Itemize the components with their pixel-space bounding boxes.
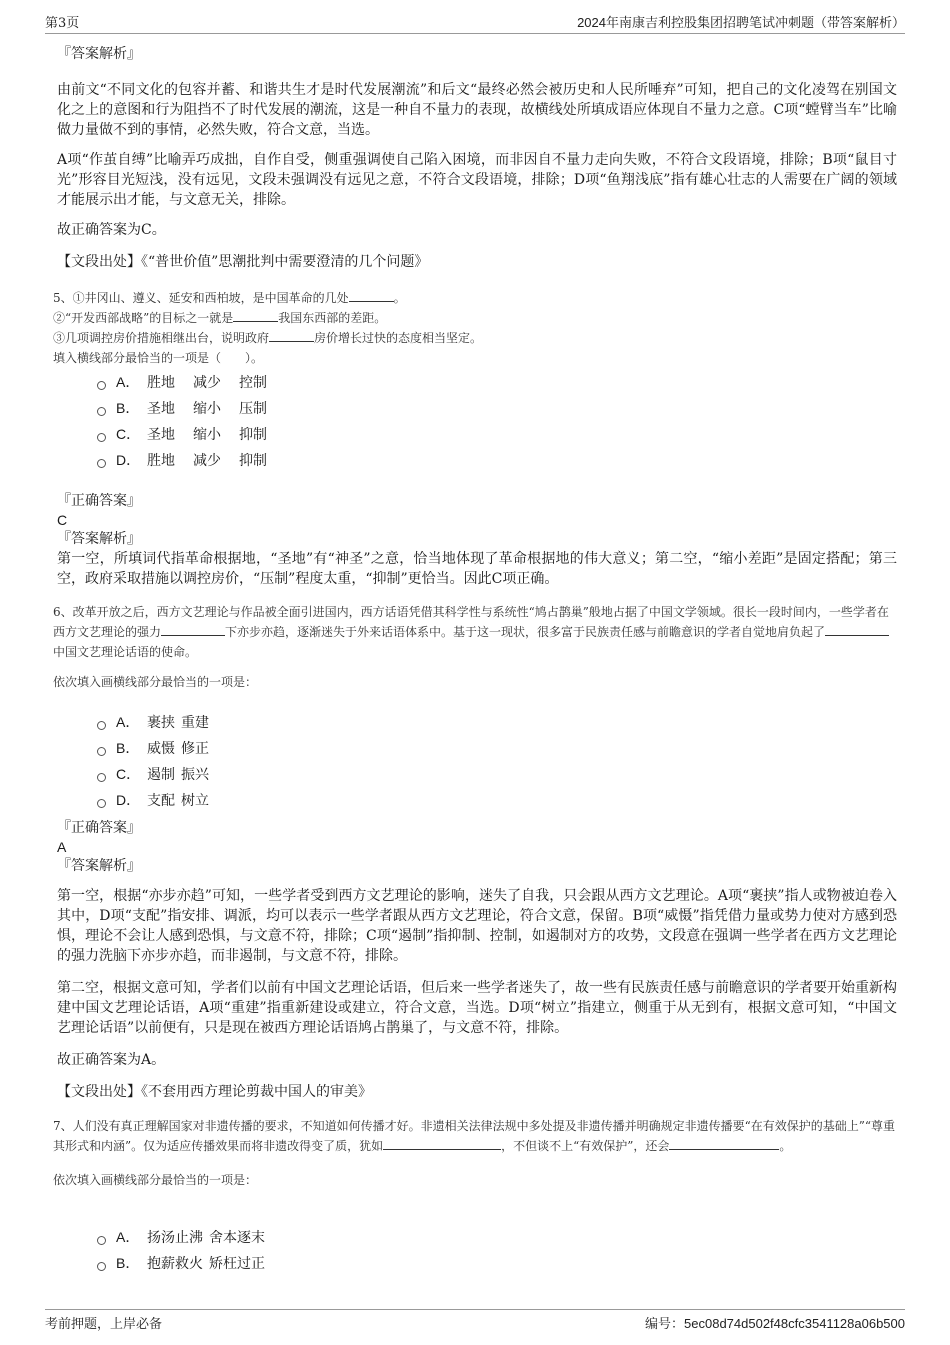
radio-icon[interactable]	[97, 407, 106, 416]
q5-answer	[57, 491, 897, 589]
radio-icon[interactable]	[97, 799, 106, 808]
correct-answer-tag: 『正确答案』	[57, 493, 141, 509]
question-7	[53, 1116, 897, 1190]
radio-icon[interactable]	[97, 721, 106, 730]
answer-blank[interactable]	[669, 1137, 779, 1150]
page-header	[45, 12, 905, 32]
analysis-paragraph: 第一空，所填词代指革命根据地，“圣地”有“神圣”之意，恰当地体现了革命根据地的伟大意义；第二空，“缩小差距”是固定搭配；第三空，政府采取措施以调控房价，“压制”程度太重，“抑制”更恰当。因此C项正确。	[57, 551, 897, 587]
document-title: 2024年南康吉利控股集团招聘笔试冲刺题（带答案解析）	[577, 15, 905, 30]
question-prompt: 依次填入画横线部分最恰当的一项是：	[53, 675, 258, 689]
analysis-paragraph: 第一空，根据“亦步亦趋”可知，一些学者受到西方文艺理论的影响，迷失了自我，只会跟从西方文艺理论。A项“裹挟”指人或物被迫卷入其中，D项“支配”指安排、调派，均可以表示一些学者跟从西方文艺理论，符合文意，保留。B项“威慑”指凭借力量或势力使对方感到恐惧，理论不会让人感到恐惧，与文意不符，排除；C项“遏制”指抑制、控制，如遏制对方的攻势，文段意在强调一些学者在西方文艺理论的强力洗脑下亦步亦趋，而非遏制，与文意不符，排除。	[57, 888, 897, 964]
radio-icon[interactable]	[97, 1236, 106, 1245]
q7-options	[57, 1224, 271, 1276]
option-d[interactable]: D． 胜地 减少 抑制	[97, 447, 285, 473]
radio-icon[interactable]	[97, 433, 106, 442]
option-c[interactable]: C． 遏制 振兴	[97, 761, 215, 787]
radio-icon[interactable]	[97, 773, 106, 782]
option-a[interactable]: A． 扬汤止沸 舍本逐末	[97, 1224, 271, 1250]
option-a[interactable]: A． 裹挟 重建	[97, 709, 215, 735]
question-text: 7、人们没有真正理解国家对非遗传播的要求，不知道如何传播才好。非遗相关法律法规中多处提及非遗传播并明确规定非遗传播要“在有效保护的基础上”“尊重其形式和内涵”。仅为适应传播效果而将非遗改得变了质，犹如 ，不但谈不上“有效保护”，还会 。	[53, 1119, 896, 1153]
option-b[interactable]: B． 抱薪救火 矫枉过正	[97, 1250, 271, 1276]
question-prompt: 填入横线部分最恰当的一项是（ ）。	[53, 351, 264, 365]
answer-blank[interactable]	[349, 289, 394, 302]
answer-conclusion: 故正确答案为A。	[57, 1052, 166, 1068]
document-id: 编号：5ec08d74d502f48cfc3541128a06b500	[645, 1316, 905, 1332]
analysis-tag: 『答案解析』	[57, 531, 141, 547]
question-6	[53, 602, 897, 692]
question-5	[53, 288, 897, 368]
correct-answer: C	[57, 512, 68, 528]
footer-slogan: 考前押题，上岸必备	[45, 1317, 163, 1332]
question-line: ②“开发西部战略”的目标之一就是 我国东西部的差距。	[53, 311, 387, 325]
source-citation: 【文段出处】《不套用西方理论剪裁中国人的审美》	[57, 1084, 372, 1100]
answer-blank[interactable]	[161, 623, 225, 636]
q5-options	[57, 369, 285, 473]
answer-blank[interactable]	[825, 623, 889, 636]
analysis-paragraph: A项“作茧自缚”比喻弄巧成拙，自作自受，侧重强调使自己陷入困境，而非因自不量力走向失败，不符合文段语境，排除；B项“鼠目寸光”形容目光短浅，没有远见，文段未强调没有远见之意，不符合文段语境，排除；D项“鱼翔浅底”指有雄心壮志的人需要在广阔的领域才能展示出才能，与文意无关，排除。	[57, 152, 897, 208]
page-number: 第3页	[45, 16, 80, 31]
analysis-tag: 『答案解析』	[57, 858, 141, 874]
question-prompt: 依次填入画横线部分最恰当的一项是：	[53, 1173, 258, 1187]
analysis-paragraph: 由前文“不同文化的包容并蓄、和谐共生才是时代发展潮流”和后文“最终必然会被历史和人民所唾弃”可知，把自己的文化凌驾在别国文化之上的意图和行为阻挡不了时代发展的潮流，这是一种自不量力的表现，故横线处所填成语应体现自不量力之意。C项“螳臂当车”比喻做力量做不到的事情，必然失败，符合文意，当选。	[57, 82, 897, 138]
radio-icon[interactable]	[97, 459, 106, 468]
correct-answer: A	[57, 839, 67, 855]
header-divider	[45, 33, 905, 34]
correct-answer-tag: 『正确答案』	[57, 820, 141, 836]
option-a[interactable]: A． 胜地 减少 控制	[97, 369, 285, 395]
answer-conclusion: 故正确答案为C。	[57, 222, 166, 238]
option-d[interactable]: D． 支配 树立	[97, 787, 215, 813]
question-line: 5、①井冈山、遵义、延安和西柏坡，是中国革命的几处 。	[53, 291, 406, 305]
option-c[interactable]: C． 圣地 缩小 抑制	[97, 421, 285, 447]
answer-blank[interactable]	[233, 309, 278, 322]
option-b[interactable]: B． 威慑 修正	[97, 735, 215, 761]
radio-icon[interactable]	[97, 1262, 106, 1271]
q6-options	[57, 709, 215, 813]
radio-icon[interactable]	[97, 747, 106, 756]
source-citation: 【文段出处】《“普世价值”思潮批判中需要澄清的几个问题》	[57, 254, 429, 270]
answer-blank[interactable]	[383, 1137, 501, 1150]
analysis-paragraph: 第二空，根据文意可知，学者们以前有中国文艺理论话语，但后来一些学者迷失了，故一些有民族责任感与前瞻意识的学者要开始重新构建中国文艺理论话语，A项“重建”指重新建设或建立，符合文意，当选。D项“树立”指建立，侧重于从无到有，根据文意可知，“中国文艺理论话语”以前便有，只是现在被西方理论话语鸠占鹊巢了，与文意不符，排除。	[57, 980, 897, 1036]
footer-divider	[45, 1309, 905, 1310]
q4-analysis	[57, 44, 897, 272]
radio-icon[interactable]	[97, 381, 106, 390]
analysis-tag: 『答案解析』	[57, 46, 141, 62]
page-footer	[45, 1313, 905, 1331]
q6-answer	[57, 818, 897, 1102]
question-text: 6、改革开放之后，西方文艺理论与作品被全面引进国内，西方话语凭借其科学性与系统性“鸠占鹊巢”般地占据了中国文学领域。很长一段时间内，一些学者在西方文艺理论的强力 下亦步亦趋，逐渐迷失于外来话语体系中。基于这一现状，很多富于民族责任感与前瞻意识的学者自觉地肩负起了中国文艺理论话语的使命。	[53, 605, 889, 659]
answer-blank[interactable]	[269, 329, 314, 342]
question-line: ③几项调控房价措施相继出台，说明政府 房价增长过快的态度相当坚定。	[53, 331, 483, 345]
option-b[interactable]: B． 圣地 缩小 压制	[97, 395, 285, 421]
